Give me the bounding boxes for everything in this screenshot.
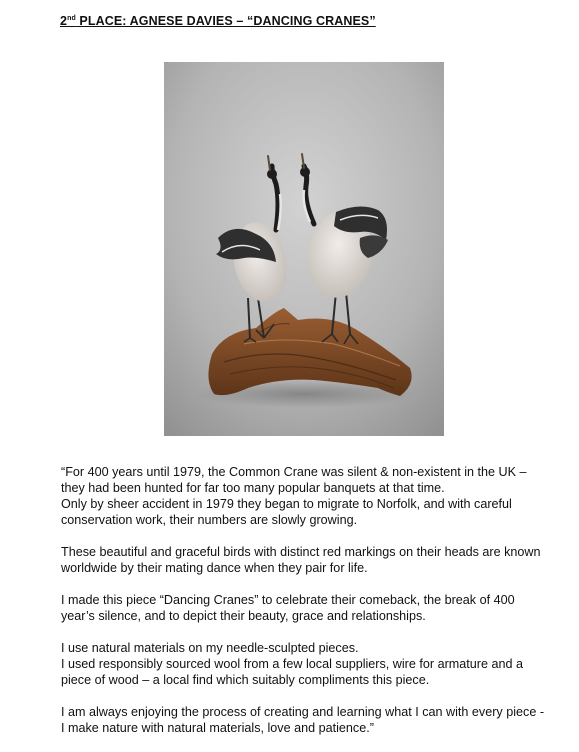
page-heading bbox=[60, 14, 376, 28]
paragraph bbox=[61, 704, 547, 736]
paragraph-line: “For 400 years until 1979, the Common Crane was silent & non-existent in the UK – they had been hunted for far too many popular banquets at that time. bbox=[61, 465, 527, 495]
heading-text: PLACE: AGNESE DAVIES – “DANCING CRANES” bbox=[75, 14, 376, 28]
paragraph bbox=[61, 592, 547, 624]
paragraph-line: I use natural materials on my needle-sculpted pieces. bbox=[61, 641, 359, 655]
paragraph bbox=[61, 464, 547, 528]
paragraph-line: I am always enjoying the process of creating and learning what I can with every piece - I make nature with natural materials, love and patience.” bbox=[61, 705, 545, 735]
paragraph bbox=[61, 640, 547, 688]
paragraph-line: I made this piece “Dancing Cranes” to celebrate their comeback, the break of 400 year’s silence, and to depict their beauty, grace and relationships. bbox=[61, 593, 515, 623]
place-number: 2 bbox=[60, 14, 68, 28]
paragraph bbox=[61, 544, 547, 576]
description-text bbox=[61, 464, 547, 752]
paragraph-line: Only by sheer accident in 1979 they began to migrate to Norfolk, and with careful conservation work, their numbers are slowly growing. bbox=[61, 497, 512, 527]
dancing-cranes-photo bbox=[164, 62, 444, 436]
paragraph-line: I used responsibly sourced wool from a few local suppliers, wire for armature and a piece of wood – a local find which suitably compliments this piece. bbox=[61, 657, 523, 687]
place-suffix: nd bbox=[67, 14, 76, 22]
paragraph-line: These beautiful and graceful birds with distinct red markings on their heads are known worldwide by their mating dance when they pair for life. bbox=[61, 545, 541, 575]
